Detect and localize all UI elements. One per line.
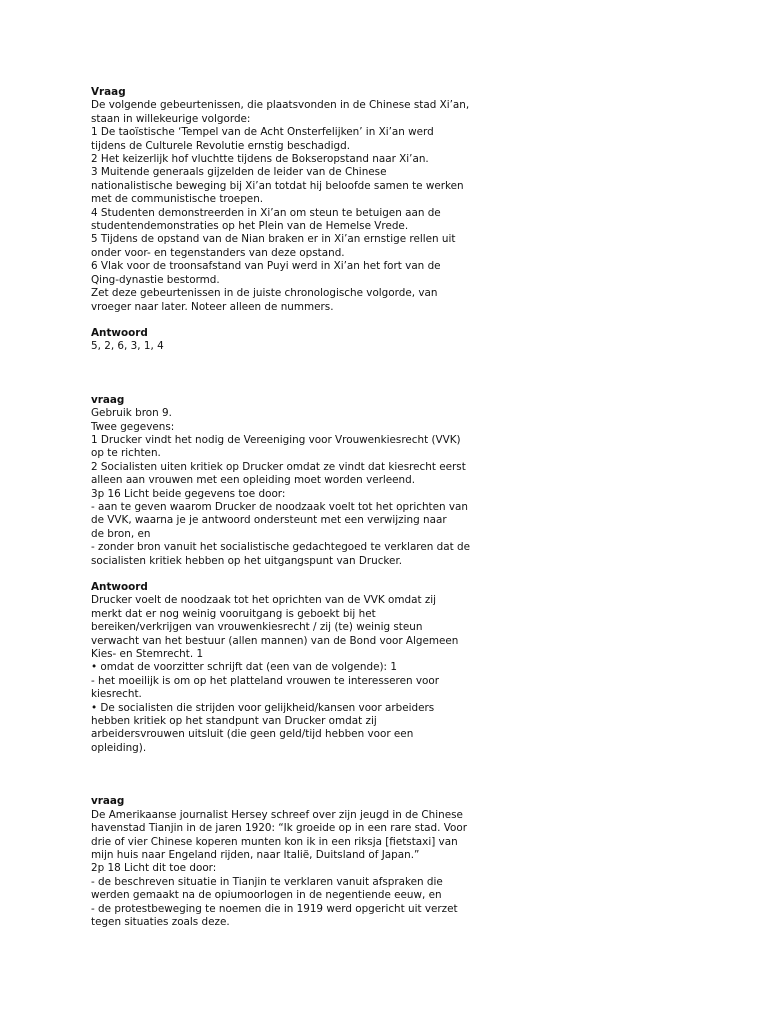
- question-line: - aan te geven waarom Drucker de noodzaak voelt tot het oprichten van: [91, 500, 468, 513]
- answer-line: arbeidersvrouwen uitsluit (die geen geld/tijd hebben voor een: [91, 728, 414, 741]
- question-line: mijn huis naar Engeland rijden, naar Italië, Duitsland of Japan.”: [91, 848, 420, 861]
- question-block-3: [91, 795, 468, 929]
- document-page: [91, 86, 470, 929]
- question-line: op te richten.: [91, 447, 161, 460]
- answer-heading: Antwoord: [91, 326, 148, 339]
- question-line: 2 Het keizerlijk hof vluchtte tijdens de Bokseropstand naar Xi’an.: [91, 153, 429, 166]
- question-line: studentendemonstraties op het Plein van de Hemelse Vrede.: [91, 220, 409, 233]
- question-block-1: [91, 86, 470, 314]
- question-block-2: [91, 393, 470, 568]
- question-line: Zet deze gebeurtenissen in de juiste chronologische volgorde, van: [91, 287, 438, 300]
- question-line: 1 De taoïstische ‘Tempel van de Acht Onsterfelijken’ in Xi’an werd: [91, 126, 434, 139]
- question-line: havenstad Tianjin in de jaren 1920: “Ik groeide op in een rare stad. Voor: [91, 822, 468, 835]
- answer-line: • De socialisten die strijden voor gelijkheid/kansen voor arbeiders: [91, 701, 435, 714]
- question-line: onder voor- en tegenstanders van deze opstand.: [91, 246, 345, 259]
- question-line: De volgende gebeurtenissen, die plaatsvonden in de Chinese stad Xi’an,: [91, 99, 470, 112]
- question-line: 1 Drucker vindt het nodig de Vereeniging voor Vrouwenkiesrecht (VVK): [91, 433, 461, 446]
- question-line: - de beschreven situatie in Tianjin te verklaren vanuit afspraken die: [91, 875, 443, 888]
- question-line: de VVK, waarna je je antwoord ondersteunt met een verwijzing naar: [91, 514, 447, 527]
- question-heading: vraag: [91, 393, 125, 406]
- question-line: 3p 16 Licht beide gegevens toe door:: [91, 487, 286, 500]
- answer-line: hebben kritiek op het standpunt van Drucker omdat zij: [91, 715, 377, 728]
- answer-line: 5, 2, 6, 3, 1, 4: [91, 340, 164, 353]
- question-line: tijdens de Culturele Revolutie ernstig beschadigd.: [91, 139, 350, 152]
- answer-line: Kies- en Stemrecht. 1: [91, 648, 204, 661]
- answer-line: bereiken/verkrijgen van vrouwenkiesrecht / zij (te) weinig steun: [91, 621, 423, 634]
- question-line: Qing-dynastie bestormd.: [91, 273, 220, 286]
- question-line: alleen aan vrouwen met een opleiding moet worden verleend.: [91, 474, 416, 487]
- question-line: met de communistische troepen.: [91, 193, 264, 206]
- question-line: - de protestbeweging te noemen die in 1919 werd opgericht uit verzet: [91, 902, 458, 915]
- answer-line: opleiding).: [91, 741, 147, 754]
- question-line: 2 Socialisten uiten kritiek op Drucker omdat ze vindt dat kiesrecht eerst: [91, 460, 466, 473]
- question-line: staan in willekeurige volgorde:: [91, 112, 251, 125]
- question-line: De Amerikaanse journalist Hersey schreef over zijn jeugd in de Chinese: [91, 808, 463, 821]
- question-line: 4 Studenten demonstreerden in Xi’an om steun te betuigen aan de: [91, 206, 441, 219]
- answer-block-2: [91, 581, 459, 755]
- answer-line: Drucker voelt de noodzaak tot het oprichten van de VVK omdat zij: [91, 594, 437, 607]
- question-line: vroeger naar later. Noteer alleen de nummers.: [91, 300, 334, 313]
- question-line: 2p 18 Licht dit toe door:: [91, 862, 217, 875]
- question-line: socialisten kritiek hebben op het uitgangspunt van Drucker.: [91, 554, 403, 567]
- question-line: werden gemaakt na de opiumoorlogen in de negentiende eeuw, en: [91, 889, 442, 902]
- answer-line: - het moeilijk is om op het platteland vrouwen te interesseren voor: [91, 674, 440, 687]
- question-line: - zonder bron vanuit het socialistische gedachtegoed te verklaren dat de: [91, 541, 470, 554]
- question-heading: vraag: [91, 795, 125, 808]
- question-line: nationalistische beweging bij Xi’an totdat hij beloofde samen te werken: [91, 179, 464, 192]
- question-line: 5 Tijdens de opstand van de Nian braken er in Xi’an ernstige rellen uit: [91, 233, 456, 246]
- question-line: 3 Muitende generaals gijzelden de leider van de Chinese: [91, 166, 387, 179]
- answer-line: merkt dat er nog weinig vooruitgang is geboekt bij het: [91, 607, 376, 620]
- answer-heading: Antwoord: [91, 581, 148, 593]
- question-line: tegen situaties zoals deze.: [91, 915, 230, 928]
- question-heading: Vraag: [91, 86, 126, 98]
- answer-line: verwacht van het bestuur (allen mannen) van de Bond voor Algemeen: [91, 634, 459, 647]
- answer-line: kiesrecht.: [91, 688, 142, 701]
- answer-block-1: [91, 327, 451, 354]
- question-line: de bron, en: [91, 527, 151, 540]
- question-line: Twee gegevens:: [91, 420, 175, 433]
- question-line: drie of vier Chinese koperen munten kon ik in een riksja [fietstaxi] van: [91, 835, 458, 848]
- question-line: 6 Vlak voor de troonsafstand van Puyi werd in Xi’an het fort van de: [91, 260, 441, 273]
- answer-line: • omdat de voorzitter schrijft dat (een van de volgende): 1: [91, 661, 397, 674]
- question-line: Gebruik bron 9.: [91, 407, 172, 420]
